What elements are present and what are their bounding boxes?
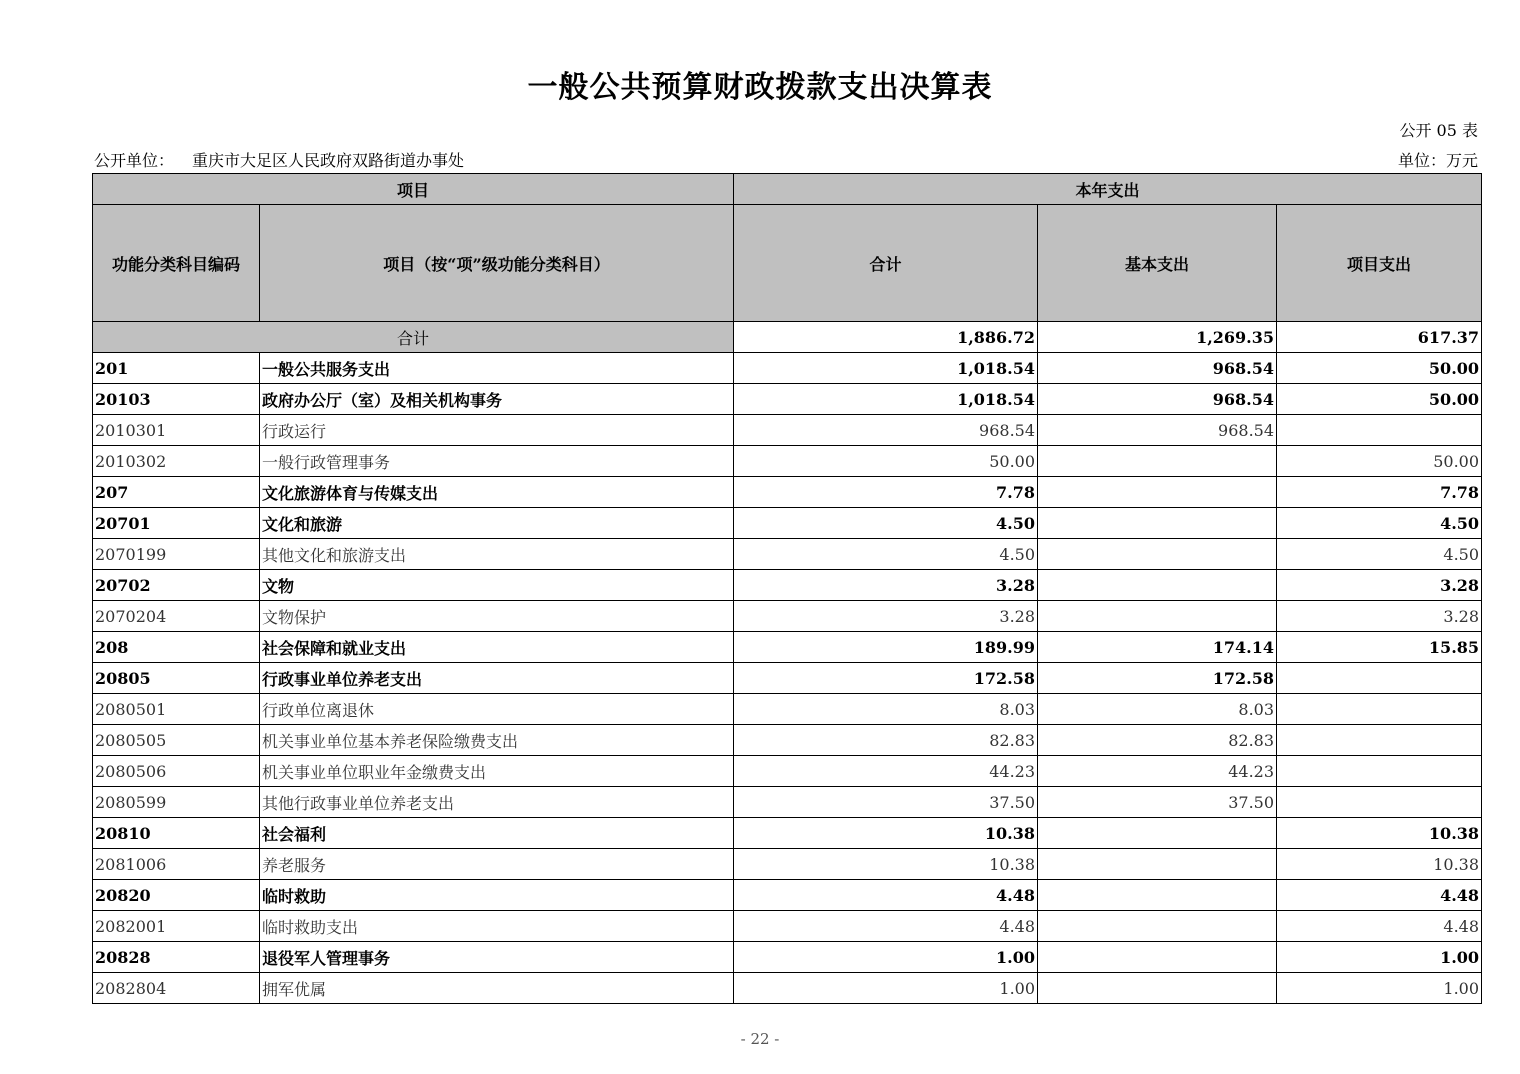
name-cell: 拥军优属	[260, 973, 734, 1004]
code-cell: 20701	[93, 508, 260, 539]
code-cell: 2080501	[93, 694, 260, 725]
name-cell: 文物	[260, 570, 734, 601]
basic-cell	[1038, 508, 1277, 539]
total-cell: 8.03	[734, 694, 1038, 725]
basic-cell	[1038, 911, 1277, 942]
table-row	[93, 508, 1482, 539]
basic-cell: 44.23	[1038, 756, 1277, 787]
table-row	[93, 849, 1482, 880]
table-row	[93, 725, 1482, 756]
table-row	[93, 570, 1482, 601]
basic-cell	[1038, 570, 1277, 601]
name-cell: 机关事业单位职业年金缴费支出	[260, 756, 734, 787]
project-cell: 4.50	[1277, 508, 1482, 539]
header-name: 项目（按“项”级功能分类科目）	[260, 205, 734, 322]
unit-of-measure: 单位：万元	[1397, 151, 1478, 170]
project-cell	[1277, 694, 1482, 725]
project-cell	[1277, 787, 1482, 818]
name-cell: 机关事业单位基本养老保险缴费支出	[260, 725, 734, 756]
project-cell	[1277, 415, 1482, 446]
header-year-expenditure: 本年支出	[734, 174, 1482, 205]
code-cell: 2080506	[93, 756, 260, 787]
code-cell: 2080599	[93, 787, 260, 818]
project-cell: 1.00	[1277, 973, 1482, 1004]
name-cell: 行政单位离退休	[260, 694, 734, 725]
project-cell: 617.37	[1277, 322, 1482, 353]
code-cell: 2082001	[93, 911, 260, 942]
project-cell	[1277, 663, 1482, 694]
unit-name: 重庆市大足区人民政府双路街道办事处	[192, 151, 465, 170]
code-cell: 2082804	[93, 973, 260, 1004]
code-cell: 208	[93, 632, 260, 663]
basic-cell: 968.54	[1038, 384, 1277, 415]
name-cell: 其他文化和旅游支出	[260, 539, 734, 570]
total-row	[93, 322, 1482, 353]
basic-cell	[1038, 880, 1277, 911]
total-cell: 37.50	[734, 787, 1038, 818]
name-cell: 退役军人管理事务	[260, 942, 734, 973]
total-cell: 3.28	[734, 601, 1038, 632]
total-cell: 4.50	[734, 508, 1038, 539]
project-cell	[1277, 725, 1482, 756]
code-cell: 20820	[93, 880, 260, 911]
table-row	[93, 632, 1482, 663]
total-cell: 1,018.54	[734, 384, 1038, 415]
name-cell: 养老服务	[260, 849, 734, 880]
total-cell: 50.00	[734, 446, 1038, 477]
expenditure-table	[92, 173, 1482, 1004]
name-cell: 行政事业单位养老支出	[260, 663, 734, 694]
total-cell: 189.99	[734, 632, 1038, 663]
project-cell: 50.00	[1277, 384, 1482, 415]
total-cell: 1,018.54	[734, 353, 1038, 384]
header-basic: 基本支出	[1038, 205, 1277, 322]
basic-cell	[1038, 601, 1277, 632]
total-cell: 44.23	[734, 756, 1038, 787]
total-cell: 82.83	[734, 725, 1038, 756]
name-cell: 文物保护	[260, 601, 734, 632]
table-row	[93, 694, 1482, 725]
total-cell: 7.78	[734, 477, 1038, 508]
total-cell: 4.48	[734, 911, 1038, 942]
project-cell: 3.28	[1277, 570, 1482, 601]
name-cell: 文化旅游体育与传媒支出	[260, 477, 734, 508]
total-cell: 1,886.72	[734, 322, 1038, 353]
unit-label: 公开单位：	[94, 151, 175, 170]
project-cell: 50.00	[1277, 446, 1482, 477]
form-number: 公开 05 表	[1399, 121, 1478, 140]
basic-cell: 968.54	[1038, 353, 1277, 384]
code-cell: 207	[93, 477, 260, 508]
basic-cell	[1038, 942, 1277, 973]
table-row	[93, 601, 1482, 632]
name-cell: 临时救助支出	[260, 911, 734, 942]
code-cell: 20805	[93, 663, 260, 694]
project-cell: 10.38	[1277, 849, 1482, 880]
table-row	[93, 539, 1482, 570]
table-row	[93, 973, 1482, 1004]
code-cell: 2081006	[93, 849, 260, 880]
name-cell: 社会福利	[260, 818, 734, 849]
basic-cell	[1038, 849, 1277, 880]
total-label: 合计	[93, 322, 734, 353]
basic-cell	[1038, 973, 1277, 1004]
code-cell: 20828	[93, 942, 260, 973]
total-cell: 10.38	[734, 818, 1038, 849]
code-cell: 20810	[93, 818, 260, 849]
total-cell: 4.48	[734, 880, 1038, 911]
code-cell: 201	[93, 353, 260, 384]
header-total: 合计	[734, 205, 1038, 322]
name-cell: 社会保障和就业支出	[260, 632, 734, 663]
name-cell: 一般行政管理事务	[260, 446, 734, 477]
table-row	[93, 818, 1482, 849]
header-project-group: 项目	[93, 174, 734, 205]
basic-cell	[1038, 818, 1277, 849]
name-cell: 行政运行	[260, 415, 734, 446]
table-row	[93, 756, 1482, 787]
name-cell: 临时救助	[260, 880, 734, 911]
page-title: 一般公共预算财政拨款支出决算表	[527, 70, 993, 105]
total-cell: 3.28	[734, 570, 1038, 601]
project-cell: 1.00	[1277, 942, 1482, 973]
code-cell: 20103	[93, 384, 260, 415]
code-cell: 2010301	[93, 415, 260, 446]
table-row	[93, 787, 1482, 818]
project-cell: 4.48	[1277, 911, 1482, 942]
table-row	[93, 446, 1482, 477]
table-row	[93, 415, 1482, 446]
project-cell: 7.78	[1277, 477, 1482, 508]
reporting-unit	[94, 148, 464, 171]
name-cell: 一般公共服务支出	[260, 353, 734, 384]
basic-cell: 8.03	[1038, 694, 1277, 725]
basic-cell	[1038, 477, 1277, 508]
basic-cell	[1038, 446, 1277, 477]
total-cell: 4.50	[734, 539, 1038, 570]
basic-cell: 968.54	[1038, 415, 1277, 446]
table-row	[93, 384, 1482, 415]
project-cell: 50.00	[1277, 353, 1482, 384]
table-row	[93, 353, 1482, 384]
table-row	[93, 880, 1482, 911]
basic-cell	[1038, 539, 1277, 570]
total-cell: 10.38	[734, 849, 1038, 880]
total-cell: 1.00	[734, 942, 1038, 973]
table-row	[93, 911, 1482, 942]
code-cell: 20702	[93, 570, 260, 601]
name-cell: 政府办公厅（室）及相关机构事务	[260, 384, 734, 415]
project-cell: 4.50	[1277, 539, 1482, 570]
basic-cell: 174.14	[1038, 632, 1277, 663]
project-cell: 4.48	[1277, 880, 1482, 911]
name-cell: 其他行政事业单位养老支出	[260, 787, 734, 818]
table-row	[93, 663, 1482, 694]
project-cell: 15.85	[1277, 632, 1482, 663]
basic-cell: 37.50	[1038, 787, 1277, 818]
project-cell: 3.28	[1277, 601, 1482, 632]
header-project: 项目支出	[1277, 205, 1482, 322]
basic-cell: 82.83	[1038, 725, 1277, 756]
total-cell: 968.54	[734, 415, 1038, 446]
code-cell: 2080505	[93, 725, 260, 756]
project-cell: 10.38	[1277, 818, 1482, 849]
basic-cell: 1,269.35	[1038, 322, 1277, 353]
total-cell: 1.00	[734, 973, 1038, 1004]
table-row	[93, 942, 1482, 973]
total-cell: 172.58	[734, 663, 1038, 694]
code-cell: 2010302	[93, 446, 260, 477]
code-cell: 2070204	[93, 601, 260, 632]
name-cell: 文化和旅游	[260, 508, 734, 539]
page-number: - 22 -	[740, 1030, 780, 1048]
header-code: 功能分类科目编码	[93, 205, 260, 322]
code-cell: 2070199	[93, 539, 260, 570]
project-cell	[1277, 756, 1482, 787]
basic-cell: 172.58	[1038, 663, 1277, 694]
table-row	[93, 477, 1482, 508]
